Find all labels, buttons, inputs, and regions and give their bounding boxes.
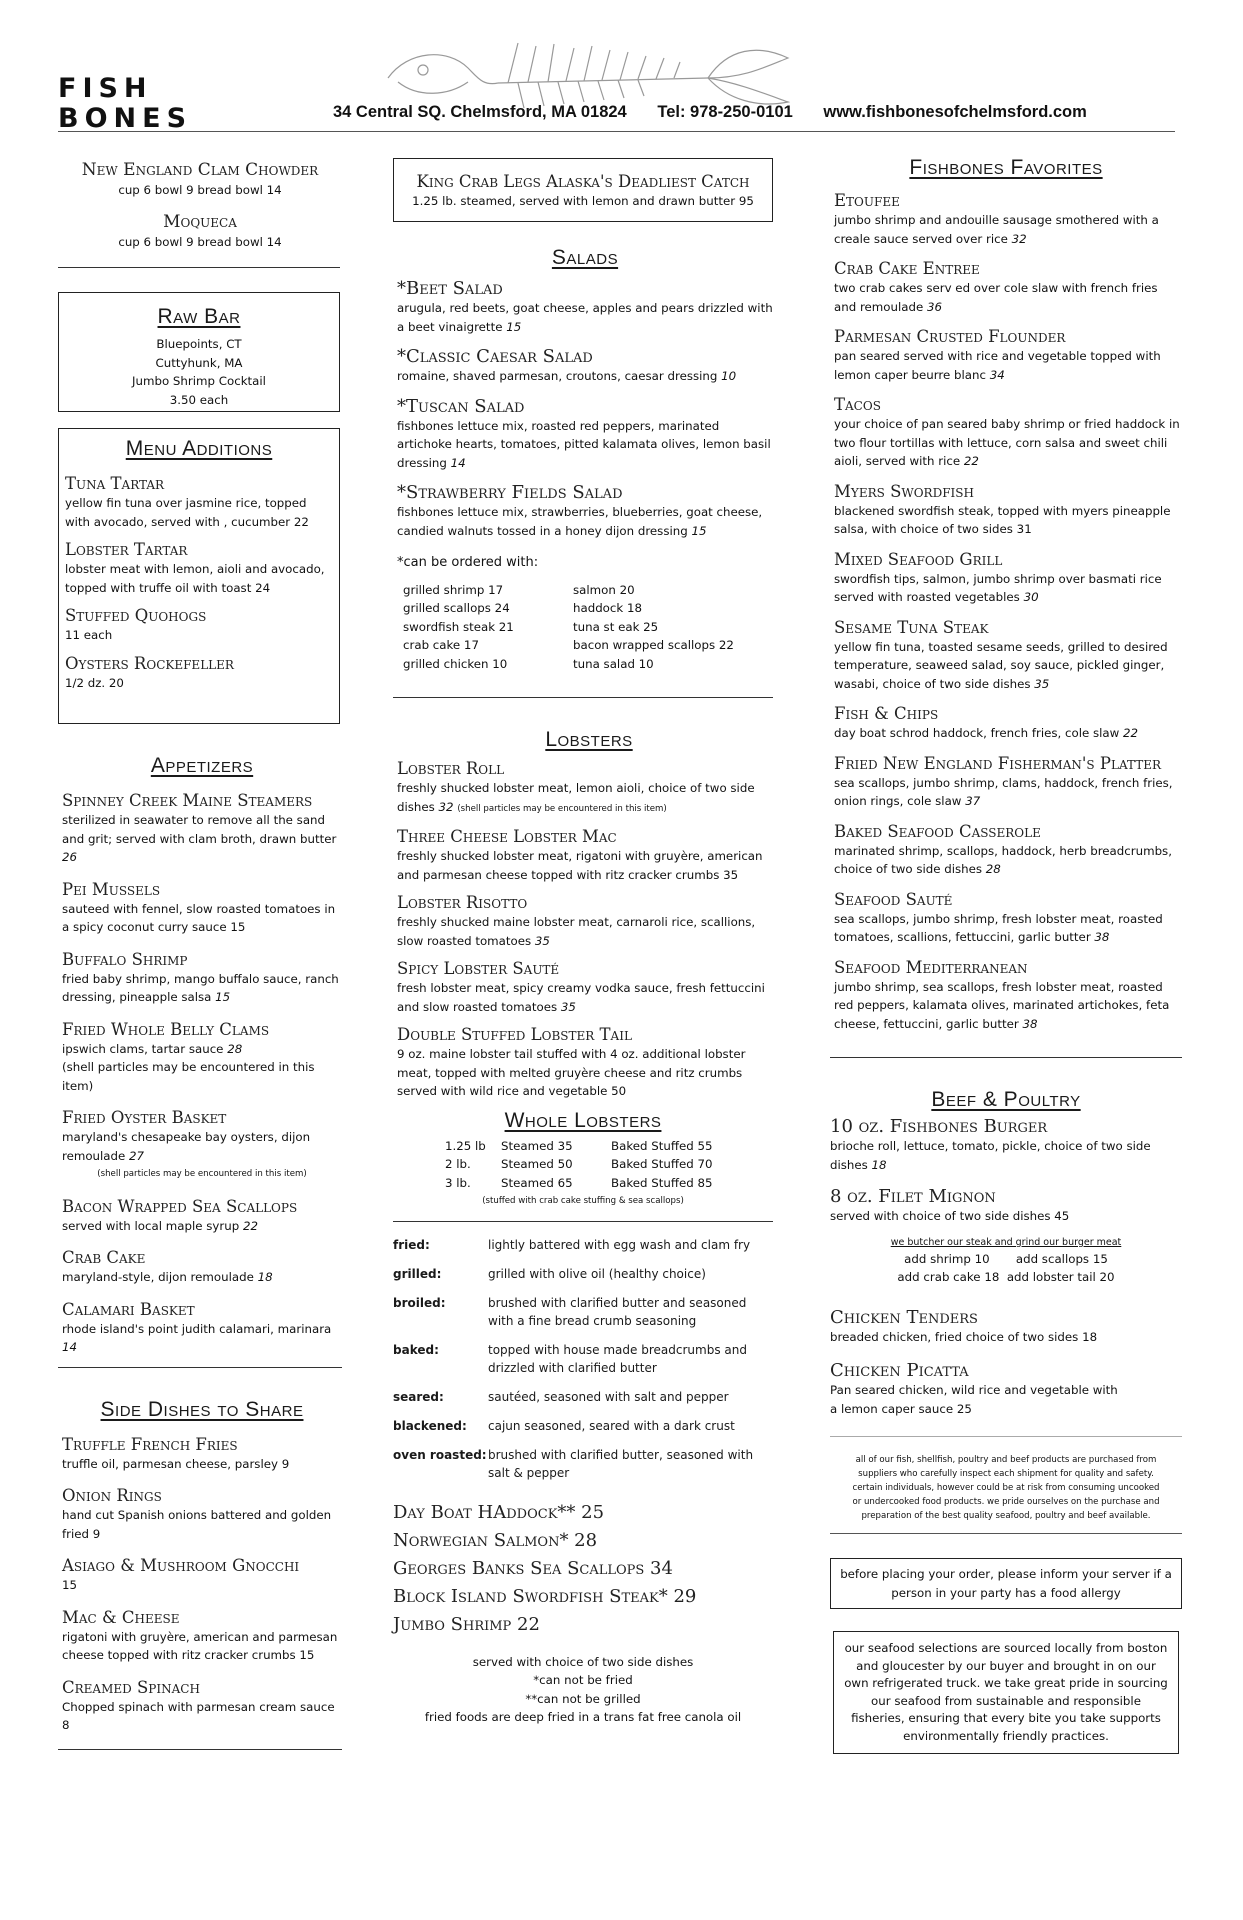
divider	[58, 1367, 342, 1368]
addon-item: haddock 18	[573, 601, 642, 615]
favorite-item	[834, 821, 1182, 879]
addons-right-list	[573, 581, 734, 674]
butcher-note: we butcher our steak and grind our burger meat	[890, 1236, 1122, 1248]
divider	[393, 697, 773, 698]
lobsters-section	[393, 728, 773, 1101]
appetizers-title: Appetizers	[150, 754, 254, 777]
item-name: Spinney Creek Maine Steamers	[62, 791, 313, 810]
item-name: Lobster Tartar	[65, 540, 188, 559]
address: 34 Central SQ. Chelmsford, MA 01824	[333, 103, 627, 121]
lobster-item	[397, 958, 773, 1016]
lobster-item	[397, 1024, 773, 1101]
item-desc: freshly shucked lobster meat, lemon aioli, choice of two side dishes 32 (shell particles may be encountered in this item)	[397, 781, 755, 814]
sides-section	[58, 1398, 342, 1735]
table-cell: Baked Stuffed 70	[611, 1157, 713, 1171]
favorites-list	[830, 190, 1182, 1033]
prep-row	[393, 1341, 768, 1388]
menu-addition-item	[65, 653, 333, 693]
item-desc: blackened swordfish steak, topped with myers pineapple salsa, with choice of two sides 31	[834, 503, 1171, 536]
item-desc: freshly shucked lobster meat, rigatoni with gruyère, american and parmesan cheese topped with ritz cracker crumbs 35	[397, 849, 763, 882]
soup-name: New England Clam Chowder	[81, 160, 319, 180]
contact-line	[333, 103, 1113, 122]
item-desc: marinated shrimp, scallops, haddock, herb breadcrumbs, choice of two side dishes 28	[834, 843, 1172, 876]
fish-options	[393, 1499, 773, 1639]
salad-addons	[397, 581, 773, 674]
item-desc: 11 each	[65, 628, 113, 642]
appetizer-item	[62, 1107, 342, 1184]
item-desc: fried baby shrimp, mango buffalo sauce, ranch dressing, pineapple salsa 15	[62, 971, 339, 1004]
prep-row	[393, 1236, 768, 1265]
item-desc: jumbo shrimp, sea scallops, fresh lobster meat, roasted red peppers, kalamata olives, marinated artichokes, feta cheese, fettuccini, garlic butter 38	[834, 979, 1170, 1031]
favorite-item	[834, 957, 1182, 1034]
item-name: Seafood Sauté	[834, 889, 953, 909]
item-desc: yellow fin tuna over jasmine rice, topped with avocado, served with , cucumber 22	[65, 496, 309, 529]
prep-desc: lightly battered with egg wash and clam fry	[488, 1237, 751, 1252]
soups-section	[58, 150, 342, 251]
lobster-item	[397, 758, 773, 818]
side-item	[62, 1677, 342, 1735]
item-desc: rigatoni with gruyère, american and parmesan cheese topped with ritz cracker crumbs 15	[62, 1629, 338, 1662]
king-crab-name: King Crab Legs Alaska's Deadliest Catch	[416, 172, 750, 191]
item-desc: sea scallops, jumbo shrimp, clams, haddock, french fries, onion rings, cole slaw 37	[834, 775, 1173, 808]
item-name: Mixed Seafood Grill	[834, 549, 1003, 569]
table-cell: Baked Stuffed 55	[611, 1138, 713, 1153]
item-name: Crab Cake	[62, 1248, 146, 1267]
favorite-item	[834, 190, 1182, 248]
prep-desc: brushed with clarified butter and seasoned with a fine bread crumb seasoning	[488, 1295, 747, 1328]
table-cell: Steamed 65	[501, 1175, 573, 1190]
item-desc: sea scallops, jumbo shrimp, fresh lobster meat, roasted tomatoes, scallions, fettuccini, garlic butter 38	[834, 911, 1163, 944]
item-desc: romaine, shaved parmesan, croutons, caesar dressing 10	[397, 369, 737, 383]
addon-item: crab cake 17	[403, 638, 479, 652]
item-desc: jumbo shrimp and andouille sausage smothered with a creale sauce served over rice 32	[834, 213, 1159, 246]
fish-note: served with choice of two side dishes	[472, 1654, 694, 1669]
addon-line: add shrimp 10 add scallops 15	[904, 1251, 1108, 1266]
salad-item	[397, 482, 773, 540]
item-name: Chicken Picatta	[830, 1360, 969, 1381]
item-desc: pan seared served with rice and vegetable topped with lemon caper beurre blanc 34	[834, 349, 1161, 382]
favorite-item	[834, 326, 1182, 384]
item-name: Chicken Tenders	[830, 1306, 978, 1328]
appetizers-section	[58, 754, 342, 1357]
item-name: Fried Whole Belly Clams	[62, 1019, 270, 1039]
fish-note: fried foods are deep fried in a trans fat free canola oil	[424, 1710, 742, 1724]
item-name: Pei Mussels	[62, 879, 161, 899]
item-desc: 9 oz. maine lobster tail stuffed with 4 oz. additional lobster meat, topped with melted gruyère cheese and ritz crumbs served with wild rice and vegetable 50	[397, 1047, 746, 1098]
raw-bar-line: Jumbo Shrimp Cocktail	[132, 374, 266, 388]
item-desc: sterilized in seawater to remove all the sand and grit; served with clam broth, drawn butter 26	[62, 813, 337, 864]
item-name: *Classic Caesar Salad	[397, 346, 593, 367]
fish-notes	[393, 1653, 773, 1727]
addons-left-list	[403, 581, 573, 674]
website[interactable]: www.fishbonesofchelmsford.com	[823, 103, 1087, 121]
table-cell: Steamed 50	[501, 1157, 573, 1171]
item-name: Fried New England Fisherman's Platter	[834, 753, 1161, 773]
addon-item: grilled chicken 10	[403, 656, 508, 671]
table-cell: Baked Stuffed 85	[611, 1175, 713, 1190]
item-name: Baked Seafood Casserole	[834, 821, 1041, 841]
item-desc: Chopped spinach with parmesan cream sauce 8	[62, 1699, 335, 1732]
fish-option: Jumbo Shrimp 22	[393, 1613, 540, 1635]
fish-note: *can not be fried	[533, 1673, 633, 1687]
lobster-item	[397, 892, 773, 950]
prep-row	[393, 1446, 768, 1493]
prep-method: oven roasted:	[393, 1447, 487, 1462]
salad-item	[397, 278, 773, 336]
appetizer-item	[62, 1196, 342, 1236]
sides-title: Side Dishes to Share	[100, 1397, 304, 1421]
item-desc: ipswich clams, tartar sauce 28	[62, 1041, 243, 1056]
side-item	[62, 1555, 342, 1595]
divider	[830, 1533, 1182, 1534]
prep-desc: cajun seasoned, seared with a dark crust	[488, 1418, 735, 1433]
item-name: Asiago & Mushroom Gnocchi	[62, 1556, 300, 1575]
butcher-addons	[830, 1236, 1182, 1287]
item-name: *Beet Salad	[397, 278, 503, 299]
phone: Tel: 978-250-0101	[657, 103, 793, 121]
item-name: Tuna Tartar	[65, 474, 165, 493]
item-desc: day boat schrod haddock, french fries, cole slaw 22	[834, 726, 1139, 740]
item-name: *Tuscan Salad	[397, 395, 525, 417]
side-item	[62, 1434, 342, 1474]
king-crab-box	[393, 158, 773, 222]
prep-desc: sautéed, seasoned with salt and pepper	[488, 1389, 729, 1404]
prep-method: grilled:	[393, 1266, 442, 1281]
table-row	[445, 1137, 712, 1156]
prep-row	[393, 1388, 768, 1417]
item-name: Stuffed Quohogs	[65, 606, 207, 625]
item-name: 10 oz. Fishbones Burger	[830, 1116, 1048, 1137]
soup-prices: cup 6 bowl 9 bread bowl 14	[118, 234, 282, 249]
addon-item: tuna st eak 25	[573, 619, 659, 634]
item-desc: Pan seared chicken, wild rice and vegetable with a lemon caper sauce 25	[830, 1383, 1118, 1416]
prep-row	[393, 1294, 768, 1341]
item-desc: rhode island's point judith calamari, marinara 14	[62, 1321, 332, 1354]
item-desc: fishbones lettuce mix, strawberries, blueberries, goat cheese, candied walnuts tossed in a honey dijon dressing 15	[397, 505, 763, 538]
header-divider	[58, 131, 1175, 132]
addon-item: salmon 20	[573, 582, 635, 597]
item-desc: lobster meat with lemon, aioli and avocado, topped with truffe oil with toast 24	[65, 562, 325, 595]
item-desc: fishbones lettuce mix, roasted red peppers, marinated artichoke hearts, tomatoes, pitted kalamata olives, lemon basil dressing 14	[397, 418, 771, 470]
item-name: *Strawberry Fields Salad	[397, 482, 623, 503]
item-desc: brioche roll, lettuce, tomato, pickle, choice of two side dishes 18	[830, 1139, 1151, 1172]
appetizer-item	[62, 949, 342, 1007]
item-name: Lobster Risotto	[397, 893, 528, 912]
item-desc: maryland-style, dijon remoulade 18	[62, 1270, 273, 1284]
logo-line-2: BONES	[58, 103, 193, 134]
item-name: Lobster Roll	[397, 759, 505, 778]
prep-method: blackened:	[393, 1418, 467, 1433]
menu-additions-box	[58, 428, 340, 724]
disclaimer	[830, 1453, 1182, 1523]
item-desc: breaded chicken, fried choice of two sides 18	[830, 1329, 1098, 1344]
item-note: (shell particles may be encountered in this item)	[62, 1060, 315, 1093]
item-desc: freshly shucked maine lobster meat, carnaroli rice, scallions, slow roasted tomatoes 35	[397, 915, 756, 948]
beef-poultry-title: Beef & Poultry	[931, 1088, 1081, 1111]
item-name: Creamed Spinach	[62, 1677, 200, 1697]
allergy-box	[830, 1558, 1182, 1609]
item-name: Fried Oyster Basket	[62, 1108, 227, 1127]
poultry-item	[830, 1307, 1182, 1347]
beef-item	[830, 1116, 1182, 1174]
disclaimer-text: all of our fish, shellfish, poultry and beef products are purchased from suppliers who carefully inspect each shipment for quality and safety. certain individuals, however could be at risk from consuming uncooked or undercooked food products. we pride ourselves on the purchase and preparation of the best quality seafood, poultry and beef available.	[852, 1455, 1160, 1521]
item-desc: served with local maple syrup 22	[62, 1218, 258, 1233]
soup-prices: cup 6 bowl 9 bread bowl 14	[118, 183, 282, 197]
beef-item	[830, 1186, 1182, 1226]
prep-method: baked:	[393, 1342, 439, 1357]
divider	[830, 1057, 1182, 1058]
item-name: Buffalo Shrimp	[62, 949, 188, 969]
side-item	[62, 1485, 342, 1543]
fish-option: Georges Banks Sea Scallops 34	[393, 1557, 673, 1579]
item-name: Three Cheese Lobster Mac	[397, 827, 617, 846]
addon-line: add crab cake 18 add lobster tail 20	[897, 1270, 1115, 1284]
item-desc: sauteed with fennel, slow roasted tomatoes in a spicy coconut curry sauce 15	[62, 901, 336, 934]
divider	[830, 1436, 1182, 1437]
fish-option: Block Island Swordfish Steak* 29	[393, 1585, 697, 1607]
divider	[393, 1221, 773, 1222]
appetizer-item	[62, 879, 342, 937]
salad-addons-title: *can be ordered with:	[397, 555, 539, 570]
restaurant-logo	[58, 74, 192, 134]
item-desc: truffle oil, parmesan cheese, parsley 9	[62, 1456, 290, 1471]
table-row	[445, 1155, 712, 1174]
side-item	[62, 1607, 342, 1665]
appetizer-item	[62, 1247, 342, 1287]
item-desc: swordfish tips, salmon, jumbo shrimp over basmati rice served with roasted vegetables 30	[834, 571, 1162, 604]
menu-addition-item	[65, 539, 333, 597]
prep-method: broiled:	[393, 1295, 446, 1310]
raw-bar-line: 3.50 each	[169, 392, 229, 407]
favorite-item	[834, 549, 1182, 607]
fish-option: Norwegian Salmon* 28	[393, 1529, 598, 1551]
whole-lobsters-title: Whole Lobsters	[504, 1108, 662, 1132]
whole-lobsters-table	[445, 1137, 712, 1193]
item-note: (shell particles may be encountered in this item)	[97, 1169, 307, 1179]
menu-addition-item	[65, 605, 333, 645]
salads-section	[393, 246, 773, 673]
addon-item: tuna salad 10	[573, 656, 654, 671]
item-desc: arugula, red beets, goat cheese, apples and pears drizzled with a beet vinaigrette 15	[397, 301, 773, 334]
item-name: Oysters Rockefeller	[65, 653, 234, 673]
lobster-item	[397, 826, 773, 884]
favorite-item	[834, 703, 1182, 743]
item-desc: 15	[62, 1578, 78, 1592]
favorites-title: Fishbones Favorites	[909, 156, 1103, 179]
addon-item: swordfish steak 21	[403, 619, 514, 634]
item-name: Fish & Chips	[834, 704, 939, 723]
item-name: Tacos	[834, 395, 881, 414]
item-desc: fresh lobster meat, spicy creamy vodka sauce, fresh fettuccini and slow roasted tomatoes 35	[397, 981, 765, 1014]
item-name: Parmesan Crusted Flounder	[834, 327, 1066, 346]
prep-desc: brushed with clarified butter, seasoned with salt & pepper	[488, 1447, 754, 1480]
item-name: Double Stuffed Lobster Tail	[397, 1025, 632, 1044]
favorite-item	[834, 617, 1182, 694]
left-column	[58, 150, 342, 1750]
table-cell: 2 lb.	[445, 1157, 471, 1171]
item-name: Mac & Cheese	[62, 1607, 180, 1627]
whole-lobsters-section	[393, 1109, 773, 1211]
allergy-text: before placing your order, please inform your server if a person in your party has a food allergy	[840, 1567, 1172, 1600]
sourcing-box	[833, 1631, 1179, 1754]
item-desc: served with choice of two side dishes 45	[830, 1209, 1070, 1223]
king-crab-desc: 1.25 lb. steamed, served with lemon and drawn butter 95	[412, 194, 754, 208]
prep-row	[393, 1265, 768, 1294]
appetizer-item	[62, 790, 342, 867]
salad-item	[397, 396, 773, 473]
appetizer-item	[62, 1299, 342, 1357]
prep-method: fried:	[393, 1237, 430, 1252]
raw-bar-line: Cuttyhunk, MA	[155, 355, 243, 370]
table-cell: 3 lb.	[445, 1175, 471, 1190]
soup-name: Moqueca	[163, 211, 237, 232]
divider	[58, 1749, 342, 1750]
lobsters-title: Lobsters	[545, 728, 633, 751]
right-column	[830, 156, 1182, 1754]
item-desc: yellow fin tuna, toasted sesame seeds, grilled to desired temperature, seaweed salad, soy sauce, pickled ginger, wasabi, choice of two side dishes 35	[834, 639, 1168, 691]
beef-poultry-section	[830, 1088, 1182, 1418]
prep-method: seared:	[393, 1389, 444, 1404]
table-row	[445, 1174, 712, 1193]
menu-additions-title: Menu Additions	[125, 437, 273, 460]
item-name: Bacon Wrapped Sea Scallops	[62, 1196, 298, 1216]
item-desc: your choice of pan seared baby shrimp or fried haddock in two flour tortillas with lettuce, corn salsa and sweet chili aioli, served with rice 22	[834, 417, 1180, 468]
table-cell: Steamed 35	[501, 1138, 573, 1153]
addon-item: bacon wrapped scallops 22	[573, 638, 734, 652]
item-name: Seafood Mediterranean	[834, 957, 1028, 977]
item-desc: two crab cakes serv ed over cole slaw with french fries and remoulade 36	[834, 281, 1158, 314]
fish-note: **can not be grilled	[525, 1691, 641, 1706]
middle-column	[393, 158, 773, 1727]
logo-line-1: FISH	[58, 73, 153, 104]
salads-title: Salads	[551, 246, 619, 269]
poultry-item	[830, 1360, 1182, 1418]
item-name: Sesame Tuna Steak	[834, 617, 989, 637]
item-name: Myers Swordfish	[834, 481, 974, 501]
raw-bar-box	[58, 292, 340, 412]
item-name: Truffle French Fries	[62, 1434, 238, 1454]
divider	[58, 267, 340, 268]
item-name: Calamari Basket	[62, 1299, 195, 1319]
prep-row	[393, 1417, 768, 1446]
favorite-item	[834, 889, 1182, 947]
menu-addition-item	[65, 473, 333, 531]
item-desc: hand cut Spanish onions battered and golden fried 9	[62, 1508, 332, 1541]
prep-desc: grilled with olive oil (healthy choice)	[488, 1266, 706, 1281]
whole-lobsters-note: (stuffed with crab cake stuffing & sea scallops)	[482, 1196, 684, 1206]
addon-item: grilled scallops 24	[403, 601, 510, 615]
raw-bar-title: Raw Bar	[157, 305, 241, 328]
appetizer-item	[62, 1019, 342, 1096]
item-name: 8 oz. Filet Mignon	[830, 1186, 996, 1207]
prep-desc: topped with house made breadcrumbs and drizzled with clarified butter	[488, 1342, 747, 1375]
item-desc: 1/2 dz. 20	[65, 675, 124, 690]
item-name: Spicy Lobster Sauté	[397, 959, 560, 978]
favorite-item	[834, 481, 1182, 539]
table-cell: 1.25 lb	[445, 1138, 486, 1153]
item-name: Onion Rings	[62, 1486, 162, 1505]
favorite-item	[834, 258, 1182, 316]
preparation-methods	[393, 1236, 768, 1493]
item-name: Etoufee	[834, 191, 900, 210]
addon-item: grilled shrimp 17	[403, 582, 504, 597]
fish-option: Day Boat HAddock** 25	[393, 1501, 605, 1523]
favorite-item	[834, 753, 1182, 811]
sourcing-text: our seafood selections are sourced locally from boston and gloucester by our buyer and brought in on our own refrigerated truck. we take great pride in sourcing our seafood from sustainable and responsible fisheries, ensuring that every bite you take supports environmentally friendly practices.	[844, 1641, 1168, 1743]
favorite-item	[834, 394, 1182, 471]
salad-item	[397, 346, 773, 386]
item-desc: maryland's chesapeake bay oysters, dijon remoulade 27	[62, 1130, 311, 1163]
raw-bar-line: Bluepoints, CT	[156, 337, 242, 351]
item-name: Crab Cake Entree	[834, 259, 980, 278]
